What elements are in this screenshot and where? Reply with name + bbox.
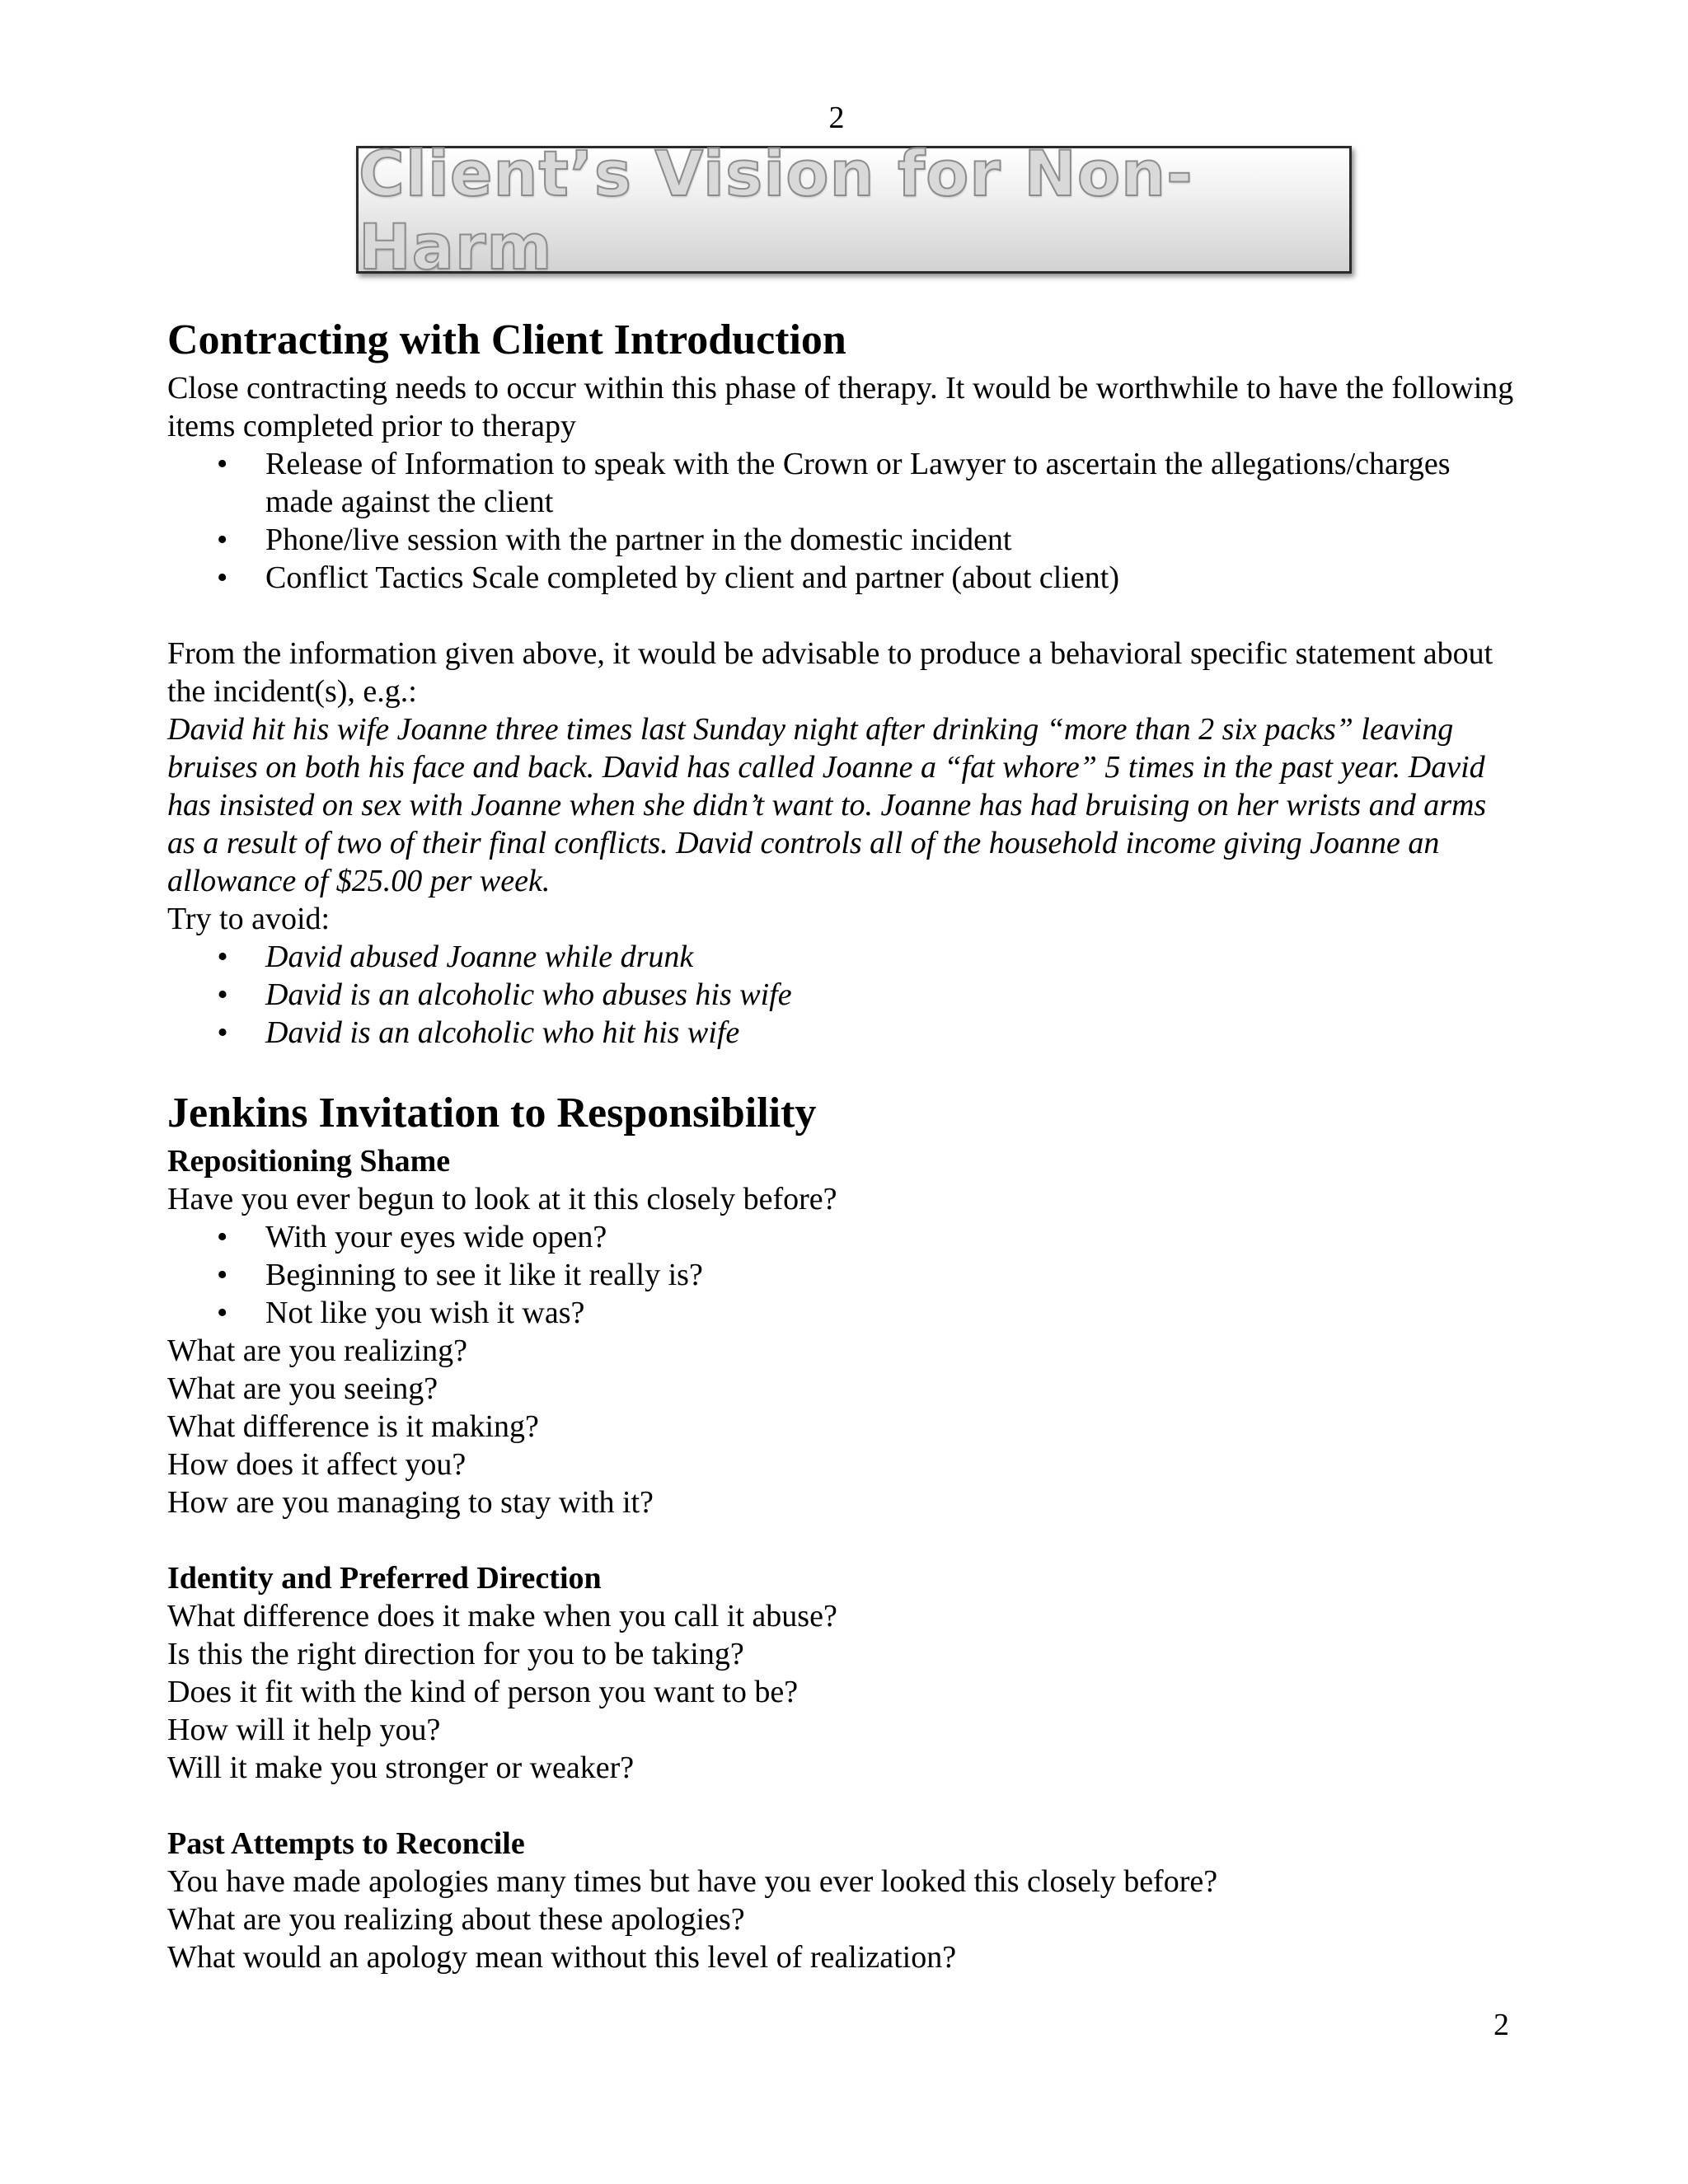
list-item: • Phone/live session with the partner in the domestic incident <box>167 521 1519 559</box>
advice-text: From the information given above, it would be advisable to produce a behavioral specific statement about the incident(s), e.g.: <box>167 636 1493 709</box>
question-line: Is this the right direction for you to be taking? <box>167 1637 744 1671</box>
example-statement: David hit his wife Joanne three times last Sunday night after drinking “more than 2 six packs” leaving bruises on both his face and back. David has called Joanne a “fat whore” 5 times in the past year. David has insisted on sex with Joanne when she didn’t want to. Joanne has had bruising on her wrists and arms as a result of two of their final conflicts. David controls all of the household income giving Joanne an allowance of $25.00 per week. <box>167 712 1487 898</box>
document-body <box>167 312 1519 1976</box>
contracting-intro: Close contracting needs to occur within this phase of therapy. It would be worthwhile to have the following items completed prior to therapy <box>167 371 1514 443</box>
question-line: What would an apology mean without this level of realization? <box>167 1940 957 1975</box>
question-line: Does it fit with the kind of person you want to be? <box>167 1675 799 1709</box>
question-line: Will it make you stronger or weaker? <box>167 1750 635 1785</box>
list-item: • With your eyes wide open? <box>167 1218 1519 1256</box>
question-line: What are you seeing? <box>167 1371 438 1406</box>
question-line: What difference does it make when you call it abuse? <box>167 1599 837 1633</box>
question-line: You have made apologies many times but have you ever looked this closely before? <box>167 1864 1218 1899</box>
list-item: • David abused Joanne while drunk <box>167 938 1519 976</box>
avoid-label: Try to avoid: <box>167 902 331 936</box>
question-line: What difference is it making? <box>167 1409 539 1444</box>
past-attempts-subheading: Past Attempts to Reconcile <box>167 1826 525 1861</box>
repositioning-subheading: Repositioning Shame <box>167 1144 451 1179</box>
jenkins-heading: Jenkins Invitation to Responsibility <box>167 1090 817 1137</box>
list-item: • Conflict Tactics Scale completed by client and partner (about client) <box>167 559 1519 597</box>
jenkins-section <box>167 1085 1519 1976</box>
list-item: • David is an alcoholic who abuses his wife <box>167 976 1519 1014</box>
avoid-items <box>167 938 1519 1052</box>
repositioning-lead: Have you ever begun to look at it this closely before? <box>167 1182 837 1216</box>
identity-subheading: Identity and Preferred Direction <box>167 1561 602 1596</box>
list-item: • Not like you wish it was? <box>167 1294 1519 1332</box>
page-number-bottom: 2 <box>1493 2008 1509 2042</box>
contracting-items <box>167 445 1519 597</box>
question-line: How are you managing to stay with it? <box>167 1485 654 1520</box>
list-item: • David is an alcoholic who hit his wife <box>167 1014 1519 1052</box>
question-line: How does it affect you? <box>167 1447 467 1482</box>
list-item: • Release of Information to speak with the Crown or Lawyer to ascertain the allegations/charges made against the client <box>167 445 1519 521</box>
question-line: How will it help you? <box>167 1713 441 1747</box>
contracting-section <box>167 312 1519 1052</box>
banner-title: Client’s Vision for Non-Harm <box>359 136 1193 284</box>
title-banner <box>356 136 1352 284</box>
contracting-heading: Contracting with Client Introduction <box>167 316 846 363</box>
question-line: What are you realizing? <box>167 1333 467 1368</box>
page-number-top: 2 <box>828 101 845 135</box>
question-line: What are you realizing about these apologies? <box>167 1902 745 1937</box>
list-item: • Beginning to see it like it really is? <box>167 1256 1519 1294</box>
repositioning-bullets <box>167 1218 1519 1332</box>
